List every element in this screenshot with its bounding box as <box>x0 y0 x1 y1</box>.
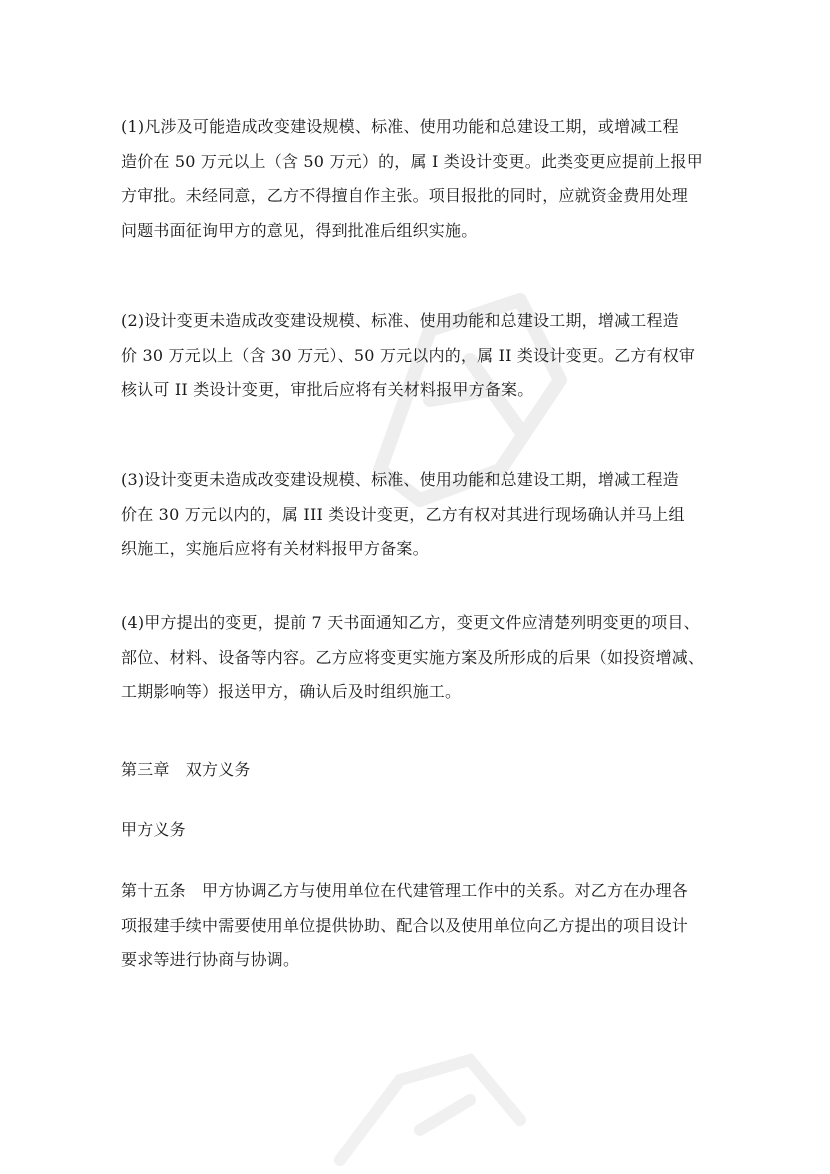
text-line: 造价在 50 万元以上（含 50 万元）的，属 I 类设计变更。此类变更应提前上报甲 <box>121 151 703 171</box>
text-line: 要求等进行协商与协调。 <box>121 950 300 969</box>
text-line: (1)凡涉及可能造成改变建设规模、标准、使用功能和总建设工期，或增减工程 <box>121 117 679 136</box>
text-line: 项报建手续中需要使用单位提供协助、配合以及使用单位向乙方提出的项目设计 <box>121 915 689 935</box>
text-line: (4)甲方提出的变更，提前 7 天书面通知乙方，变更文件应清楚列明变更的项目、 <box>121 613 700 632</box>
text-line: (2)设计变更未造成改变建设规模、标准、使用功能和总建设工期，增减工程造 <box>121 311 679 330</box>
text-line: 问题书面征询甲方的意见，得到批准后组织实施。 <box>121 220 478 240</box>
paragraph-class-ii-change <box>121 304 721 408</box>
text-line: (3)设计变更未造成改变建设规模、标准、使用功能和总建设工期，增减工程造 <box>121 470 679 489</box>
text-line: 价 30 万元以上（含 30 万元）、50 万元以内的，属 II 类设计变更。乙方有权审 <box>121 345 696 365</box>
text-line: 部位、材料、设备等内容。乙方应将变更实施方案及所形成的后果（如投资增减、 <box>121 647 705 667</box>
text-line: 方审批。未经同意，乙方不得擅自作主张。项目报批的同时，应就资金费用处理 <box>121 186 689 205</box>
text-line: 第十五条 甲方协调乙方与使用单位在代建管理工作中的关系。对乙方在办理各 <box>121 881 689 900</box>
text-line: 工期影响等）报送甲方，确认后及时组织施工。 <box>121 682 462 701</box>
paragraph-article-15 <box>121 874 721 978</box>
chapter-heading <box>121 753 721 788</box>
section-title: 甲方义务 <box>121 820 186 839</box>
chapter-title: 第三章 双方义务 <box>121 760 251 779</box>
section-heading <box>121 813 721 848</box>
paragraph-class-iii-change <box>121 463 721 567</box>
text-line: 核认可 II 类设计变更，审批后应将有关材料报甲方备案。 <box>121 380 534 399</box>
paragraph-class-i-change <box>121 110 721 248</box>
text-line: 价在 30 万元以内的，属 III 类设计变更，乙方有权对其进行现场确认并马上组 <box>121 504 685 524</box>
text-line: 织施工，实施后应将有关材料报甲方备案。 <box>121 539 429 558</box>
paragraph-party-a-change <box>121 606 721 710</box>
